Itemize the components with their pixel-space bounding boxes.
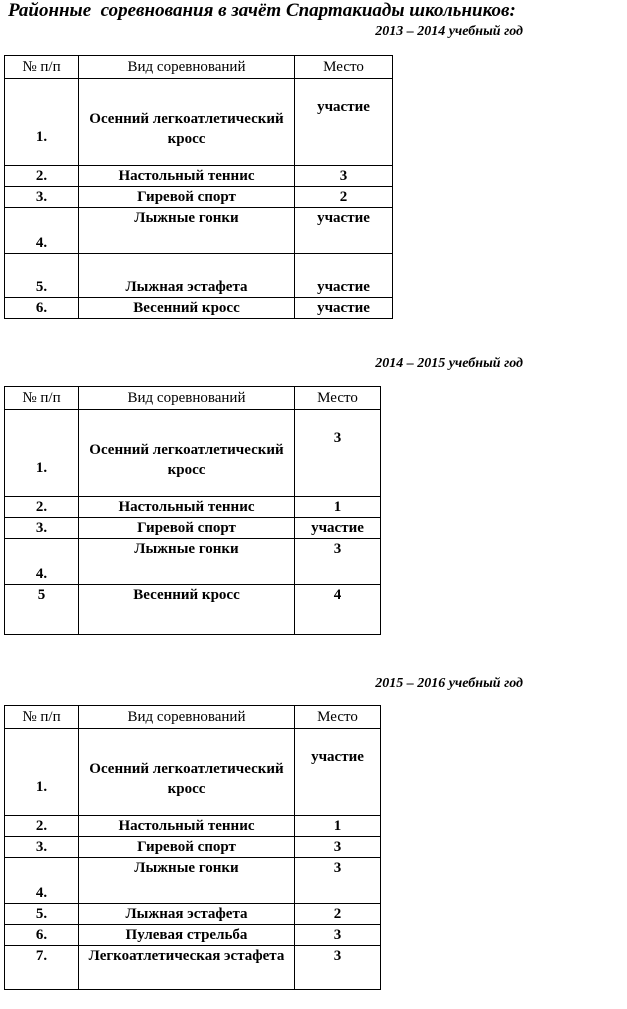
table-row (5, 208, 393, 254)
table-row (5, 497, 381, 518)
place-value: участие (295, 729, 381, 816)
header-place: Место (295, 387, 381, 410)
sport-name: Лыжные гонки (79, 539, 295, 585)
place-value: 2 (295, 187, 393, 208)
place-value: 1 (295, 816, 381, 837)
header-sport: Вид соревнований (79, 56, 295, 79)
row-number: 5. (5, 254, 79, 298)
table-row (5, 729, 381, 816)
header-num: № п/п (5, 56, 79, 79)
sport-name: Настольный теннис (79, 166, 295, 187)
row-number: 6. (5, 925, 79, 946)
place-value: 3 (295, 946, 381, 990)
place-value: 3 (295, 166, 393, 187)
place-value: участие (295, 208, 393, 254)
sport-name: Гиревой спорт (79, 187, 295, 208)
place-value: 4 (295, 585, 381, 635)
row-number: 7. (5, 946, 79, 990)
sport-name: Гиревой спорт (79, 837, 295, 858)
header-sport: Вид соревнований (79, 387, 295, 410)
row-number: 4. (5, 208, 79, 254)
row-number: 6. (5, 298, 79, 319)
row-number: 5. (5, 904, 79, 925)
table-row (5, 79, 393, 166)
row-number: 3. (5, 518, 79, 539)
row-number: 2. (5, 497, 79, 518)
table-row (5, 946, 381, 990)
table-row (5, 298, 393, 319)
row-number: 2. (5, 166, 79, 187)
header-place: Место (295, 56, 393, 79)
section-year-2014: 2014 – 2015 учебный год (375, 356, 523, 371)
table-row (5, 410, 381, 497)
page-title: Районные соревнования в зачёт Спартакиады школьников: (8, 0, 516, 21)
sport-name: Настольный теннис (79, 816, 295, 837)
place-value: участие (295, 298, 393, 319)
section-year-2013: 2013 – 2014 учебный год (375, 24, 523, 39)
table-row (5, 585, 381, 635)
place-value: 3 (295, 925, 381, 946)
header-sport: Вид соревнований (79, 706, 295, 729)
table-row (5, 518, 381, 539)
table-row (5, 539, 381, 585)
row-number: 1. (5, 410, 79, 497)
results-table-2013 (4, 55, 393, 319)
row-number: 4. (5, 539, 79, 585)
results-table-2014 (4, 386, 381, 635)
place-value: 3 (295, 837, 381, 858)
table-row (5, 837, 381, 858)
sport-name: Осенний легкоатлетический кросс (79, 410, 295, 497)
table-row (5, 858, 381, 904)
row-number: 3. (5, 837, 79, 858)
place-value: 3 (295, 858, 381, 904)
header-num: № п/п (5, 387, 79, 410)
sport-name: Лыжная эстафета (79, 904, 295, 925)
results-table-2015 (4, 705, 381, 990)
header-place: Место (295, 706, 381, 729)
row-number: 1. (5, 79, 79, 166)
sport-name: Осенний легкоатлетический кросс (79, 729, 295, 816)
sport-name: Весенний кросс (79, 585, 295, 635)
row-number: 4. (5, 858, 79, 904)
row-number: 2. (5, 816, 79, 837)
table-row (5, 925, 381, 946)
sport-name: Весенний кросс (79, 298, 295, 319)
sport-name: Пулевая стрельба (79, 925, 295, 946)
sport-name: Легкоатлетическая эстафета (79, 946, 295, 990)
place-value: 3 (295, 539, 381, 585)
sport-name: Осенний легкоатлетический кросс (79, 79, 295, 166)
row-number: 5 (5, 585, 79, 635)
sport-name: Лыжная эстафета (79, 254, 295, 298)
table-row (5, 816, 381, 837)
table-row (5, 904, 381, 925)
section-year-2015: 2015 – 2016 учебный год (375, 676, 523, 691)
sport-name: Настольный теннис (79, 497, 295, 518)
row-number: 1. (5, 729, 79, 816)
place-value: участие (295, 518, 381, 539)
row-number: 3. (5, 187, 79, 208)
header-num: № п/п (5, 706, 79, 729)
place-value: 2 (295, 904, 381, 925)
place-value: 3 (295, 410, 381, 497)
sport-name: Лыжные гонки (79, 858, 295, 904)
sport-name: Лыжные гонки (79, 208, 295, 254)
table-row (5, 166, 393, 187)
place-value: участие (295, 79, 393, 166)
place-value: 1 (295, 497, 381, 518)
table-row (5, 187, 393, 208)
table-row (5, 254, 393, 298)
sport-name: Гиревой спорт (79, 518, 295, 539)
place-value: участие (295, 254, 393, 298)
